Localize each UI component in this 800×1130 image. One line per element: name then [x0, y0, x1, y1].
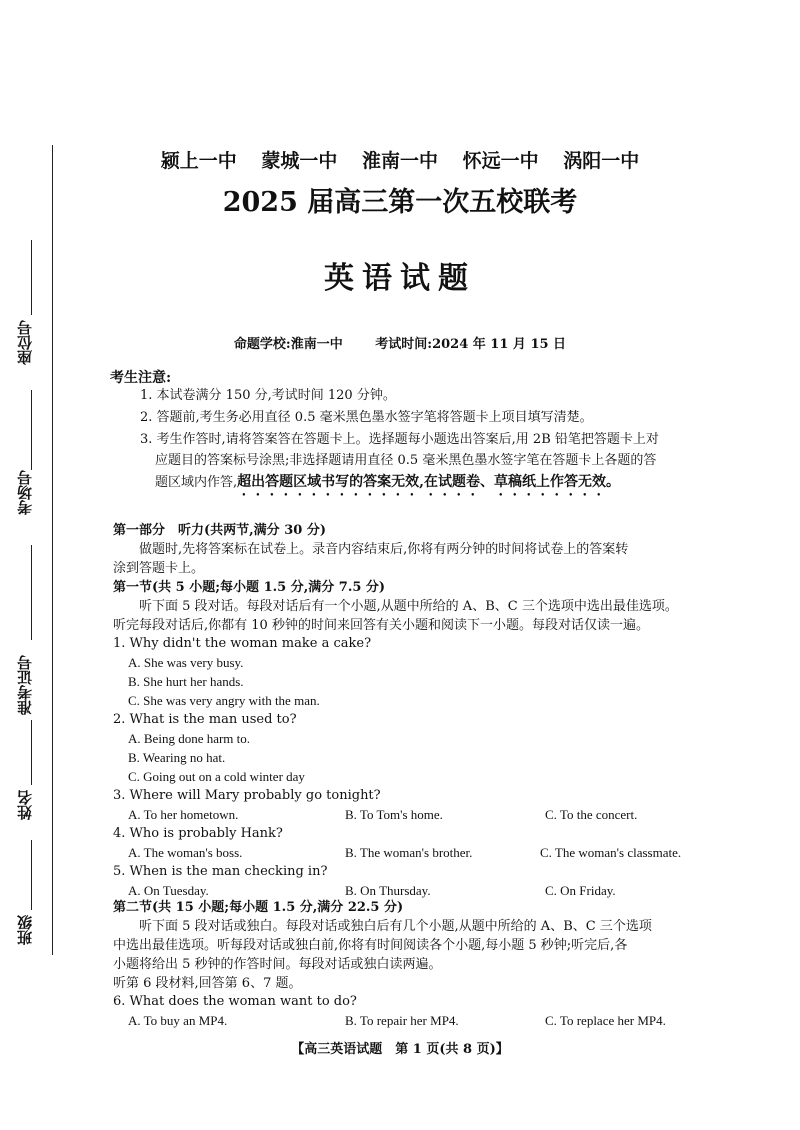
name-label: 姓名	[16, 790, 34, 820]
school-name: 颍上一中	[160, 150, 237, 172]
notice-title: 考生注意:	[110, 370, 172, 386]
question-3: 3. Where will Mary probably go tonight?	[113, 788, 381, 803]
question-2-option-b: B. Wearing no hat.	[128, 750, 226, 765]
notice-item-1: 1. 本试卷满分 150 分,考试时间 120 分钟。	[140, 388, 396, 403]
section2-intro: 听下面 5 段对话或独白。每段对话或独白后有几个小题,从题中所给的 A、B、C 三个选项	[139, 919, 652, 934]
class-label: 班级	[16, 915, 34, 945]
question-2: 2. What is the man used to?	[113, 712, 297, 727]
question-5-option-a: A. On Tuesday.	[128, 883, 209, 898]
question-6-option-b: B. To repair her MP4.	[345, 1013, 459, 1028]
question-3-option-c: C. To the concert.	[545, 807, 638, 822]
section2-intro-3: 小题将给出 5 秒钟的作答时间。每段对话或独白读两遍。	[113, 957, 442, 972]
notice-item-3-line-2: 应题目的答案标号涂黑;非选择题请用直径 0.5 毫米黑色墨水签字笔在答题卡上各题的答	[155, 453, 657, 468]
question-6: 6. What does the woman want to do?	[113, 994, 357, 1009]
notice-item-2: 2. 答题前,考生务必用直径 0.5 毫米黑色墨水签字笔将答题卡上项目填写清楚。	[140, 410, 593, 425]
exam-title: 2025 届高三第一次五校联考	[222, 187, 578, 218]
section1-intro-2: 听完每段对话后,你都有 10 秒钟的时间来回答有关小题和阅读下一小题。每段对话仅读一遍。	[113, 618, 649, 633]
question-3-option-a: A. To her hometown.	[128, 807, 239, 822]
question-2-option-c: C. Going out on a cold winter day	[128, 769, 305, 784]
school-name: 怀远一中	[462, 150, 539, 172]
exam-date: 考试时间:2024 年 11 月 15 日	[375, 337, 567, 352]
question-1-option-c: C. She was very angry with the man.	[128, 693, 320, 708]
section2-intro-2: 中选出最佳选项。听每段对话或独白前,你将有时间阅读各个小题,每小题 5 秒钟;听完后,各	[113, 938, 628, 953]
section2-title: 第二节(共 15 小题;每小题 1.5 分,满分 22.5 分)	[113, 900, 404, 915]
question-5-option-b: B. On Thursday.	[345, 883, 431, 898]
question-2-option-a: A. Being done harm to.	[128, 731, 251, 746]
school-name: 淮南一中	[361, 150, 438, 172]
question-1: 1. Why didn't the woman make a cake?	[113, 636, 372, 651]
section2-material: 听第 6 段材料,回答第 6、7 题。	[113, 976, 302, 991]
proposer-school: 命题学校:淮南一中	[233, 337, 343, 352]
question-3-option-b: B. To Tom's home.	[345, 807, 443, 822]
ticket-number-line	[31, 545, 32, 640]
school-name: 蒙城一中	[261, 150, 338, 172]
question-6-option-c: C. To replace her MP4.	[545, 1013, 666, 1028]
class-line	[31, 840, 32, 910]
question-1-option-b: B. She hurt her hands.	[128, 674, 244, 689]
exam-room-label: 考场号	[16, 470, 34, 515]
class-line-wrap	[14, 840, 50, 950]
part1-intro: 做题时,先将答案标在试卷上。录音内容结束后,你将有两分钟的时间将试卷上的答案转	[139, 542, 629, 557]
notice-item-3-line-3	[155, 472, 715, 499]
ticket-number-label: 准考证号	[16, 655, 34, 715]
question-4-option-b: B. The woman's brother.	[345, 845, 473, 860]
exam-meta	[0, 333, 800, 352]
notice-item-3-text: 题区域内作答,	[155, 475, 238, 490]
exam-room-line	[31, 390, 32, 470]
exam-room-line-wrap	[14, 380, 50, 490]
question-1-option-a: A. She was very busy.	[128, 655, 244, 670]
part1-intro-2: 涂到答题卡上。	[113, 561, 205, 576]
question-6-option-a: A. To buy an MP4.	[128, 1013, 228, 1028]
section1-title: 第一节(共 5 小题;每小题 1.5 分,满分 7.5 分)	[113, 580, 386, 595]
notice-item-3: 3. 考生作答时,请将答案答在答题卡上。选择题每小题选出答案后,用 2B 铅笔把答题卡上对	[140, 432, 659, 447]
name-line	[31, 720, 32, 785]
section1-intro: 听下面 5 段对话。每段对话后有一个小题,从题中所给的 A、B、C 三个选项中选出最佳选项。	[139, 599, 678, 614]
question-4-option-a: A. The woman's boss.	[128, 845, 243, 860]
question-4-option-c: C. The woman's classmate.	[540, 845, 682, 860]
seat-number-label: 座位号	[16, 320, 34, 365]
page-footer: 【高三英语试题 第 1 页(共 8 页)】	[291, 1042, 509, 1057]
notice-emphasis: 超出答题区域书写的答案无效,在试题卷、草稿纸上作答无效。	[237, 474, 621, 490]
ticket-number-line-wrap	[14, 545, 50, 655]
school-list	[0, 146, 800, 173]
part1-title: 第一部分 听力(共两节,满分 30 分)	[113, 523, 326, 538]
name-line-wrap	[14, 720, 50, 830]
question-4: 4. Who is probably Hank?	[113, 826, 283, 841]
subject-title: 英语试题	[324, 261, 476, 296]
question-5: 5. When is the man checking in?	[113, 864, 328, 879]
school-name: 涡阳一中	[563, 150, 640, 172]
question-5-option-c: C. On Friday.	[545, 883, 616, 898]
